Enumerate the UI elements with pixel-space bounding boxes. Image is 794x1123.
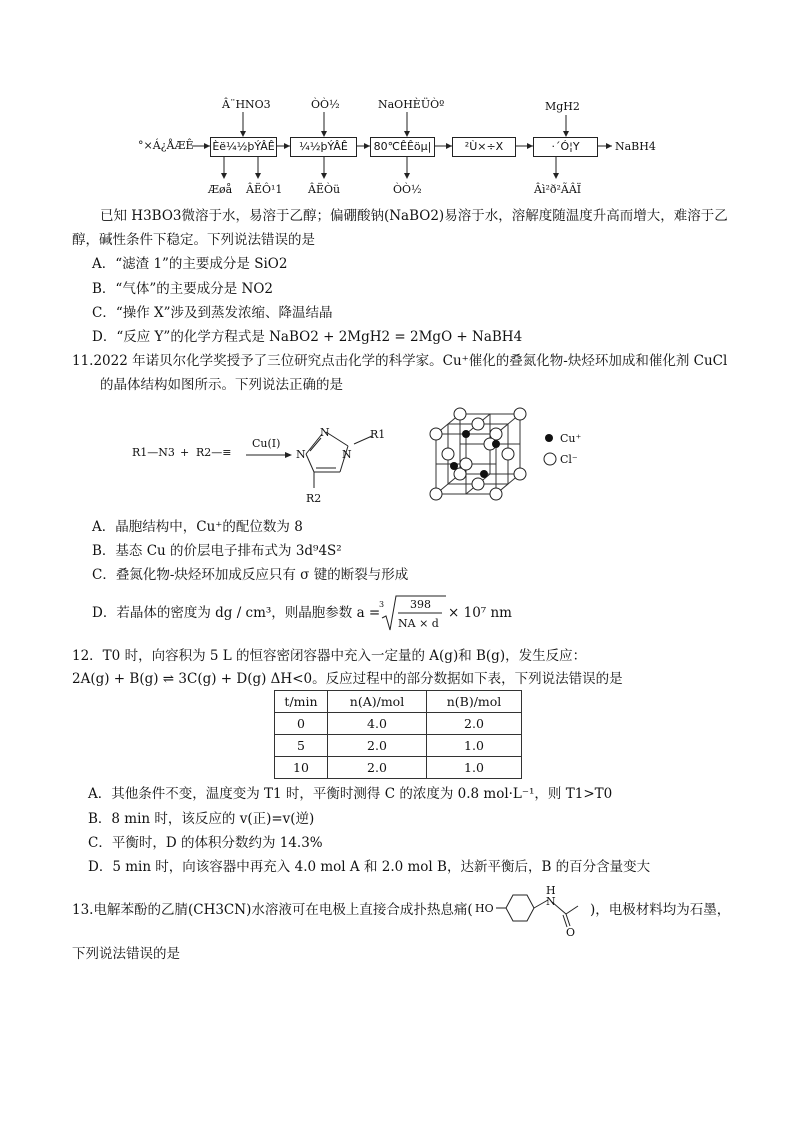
struct-o: O <box>566 926 576 939</box>
q11-option-c: C．叠氮化物-炔烃环加成反应只有 σ 键的断裂与形成 <box>92 567 409 583</box>
cell-nb: 2.0 <box>427 713 522 735</box>
flow-box-4: ²Ù×÷X <box>452 137 516 157</box>
flow-end: NaBH4 <box>615 140 656 153</box>
ring-n-left: N <box>296 448 306 461</box>
q11-stem-line1: 11.2022 年诺贝尔化学奖授予了三位研究点击化学的科学家。Cu⁺催化的叠氮化物-炔烃环加成和催化剂 CuCl <box>72 353 728 369</box>
q11-option-a: A．晶胞结构中，Cu⁺的配位数为 8 <box>92 519 303 535</box>
q12-option-b: B．8 min 时，该反应的 v(正)=v(逆) <box>88 811 315 827</box>
q10-stem-line1: 已知 H3BO3微溶于水，易溶于乙醇；偏硼酸钠(NaBO2)易溶于水，溶解度随温度升高而增大，难溶于乙 <box>100 208 728 224</box>
q11-option-d-prefix: D．若晶体的密度为 dg / cm³，则晶胞参数 a = <box>92 605 381 621</box>
th-time: t/min <box>275 691 328 713</box>
q10-option-c: C．“操作 X”涉及到蒸发浓缩、降温结晶 <box>92 305 333 321</box>
q11-option-b: B．基态 Cu 的价层电子排布式为 3d⁹4S² <box>92 543 342 559</box>
flow-output-4: ÒÒ½ <box>393 183 422 196</box>
q10-option-d: D．“反应 Y”的化学方程式是 NaBO2 + 2MgH2 = 2MgO + NaBH4 <box>92 329 523 345</box>
q10-option-b: B．“气体”的主要成分是 NO2 <box>92 281 273 297</box>
cell-nb: 1.0 <box>427 735 522 757</box>
reactant-alkyne: R2—≡ <box>196 446 232 459</box>
flow-output-3: ÂËÒü <box>308 183 341 196</box>
struct-h: H <box>546 884 556 897</box>
q12-stem-line2: 2A(g) + B(g) ⇌ 3C(g) + D(g) ΔH<0。反应过程中的部分数据如下表，下列说法错误的是 <box>72 671 623 687</box>
q11-stem-line2: 的晶体结构如图所示。下列说法正确的是 <box>100 377 343 393</box>
cell-na: 2.0 <box>328 757 427 779</box>
cell-t: 5 <box>275 735 328 757</box>
reaction-plus: + <box>180 446 190 459</box>
flow-output-1: Æøå <box>208 183 233 196</box>
flow-start: °×Á¿ÅÆÊ <box>138 139 194 152</box>
q13-stem-line2: 下列说法错误的是 <box>72 946 180 962</box>
cell-na: 2.0 <box>328 735 427 757</box>
cell-na: 4.0 <box>328 713 427 735</box>
q13-stem-suffix: )，电极材料均为石墨， <box>590 902 731 918</box>
struct-n: N <box>546 895 556 908</box>
flow-input-4: MgH2 <box>545 100 580 113</box>
flow-output-2: ÂËÔ¹1 <box>246 183 283 196</box>
flow-box-1: Èë¼½þÝÂÊ <box>210 137 277 157</box>
ring-n-right: N <box>342 448 352 461</box>
ring-r1: R1 <box>370 428 386 441</box>
q11-option-d-suffix: × 10⁷ nm <box>448 605 512 621</box>
catalyst-label: Cu(I) <box>252 437 281 450</box>
q12-option-c: C．平衡时，D 的体积分数约为 14.3% <box>88 835 323 851</box>
flow-output-5: Âì²ð²ÃÂÏ <box>534 183 582 196</box>
q12-option-a: A．其他条件不变，温度变为 T1 时，平衡时测得 C 的浓度为 0.8 mol·L⁻¹，则 T1>T0 <box>88 786 613 802</box>
q12-option-d: D．5 min 时，向该容器中再充入 4.0 mol A 和 2.0 mol B，达新平衡后，B 的百分含量变大 <box>88 859 651 875</box>
flow-input-3: NaOHÈÜÒº <box>378 98 445 111</box>
ring-r2: R2 <box>306 492 322 505</box>
ring-n-top: N <box>320 426 330 439</box>
flow-input-2: ÒÒ½ <box>311 98 340 111</box>
root-index: 3 <box>379 600 385 609</box>
flow-box-5: ·´Ó¦Y <box>533 137 598 157</box>
q10-stem-line2: 醇，碱性条件下稳定。下列说法错误的是 <box>72 232 315 248</box>
root-denominator: NA × d <box>398 617 439 630</box>
reactant-azide: R1—N3 <box>132 446 175 459</box>
q13-stem-prefix: 13.电解苯酚的乙腈(CH3CN)水溶液可在电极上直接合成扑热息痛( <box>72 902 473 918</box>
cell-nb: 1.0 <box>427 757 522 779</box>
cell-t: 10 <box>275 757 328 779</box>
flow-box-3: 80℃ÊÊöµ| <box>370 137 435 157</box>
root-numerator: 398 <box>410 598 431 611</box>
flow-box-2: ¼½þÝÂÊ <box>290 137 357 157</box>
q12-stem-line1: 12．T0 时，向容积为 5 L 的恒容密闭容器中充入一定量的 A(g)和 B(g)，发生反应： <box>72 648 587 664</box>
legend-cl: Cl⁻ <box>560 453 578 466</box>
struct-ho: HO <box>475 902 494 915</box>
q10-option-a: A．“滤渣 1”的主要成分是 SiO2 <box>92 256 288 272</box>
th-na: n(A)/mol <box>328 691 427 713</box>
flow-input-1: Â¨HNO3 <box>222 98 271 111</box>
cell-t: 0 <box>275 713 328 735</box>
legend-cu: Cu⁺ <box>560 432 582 445</box>
th-nb: n(B)/mol <box>427 691 522 713</box>
